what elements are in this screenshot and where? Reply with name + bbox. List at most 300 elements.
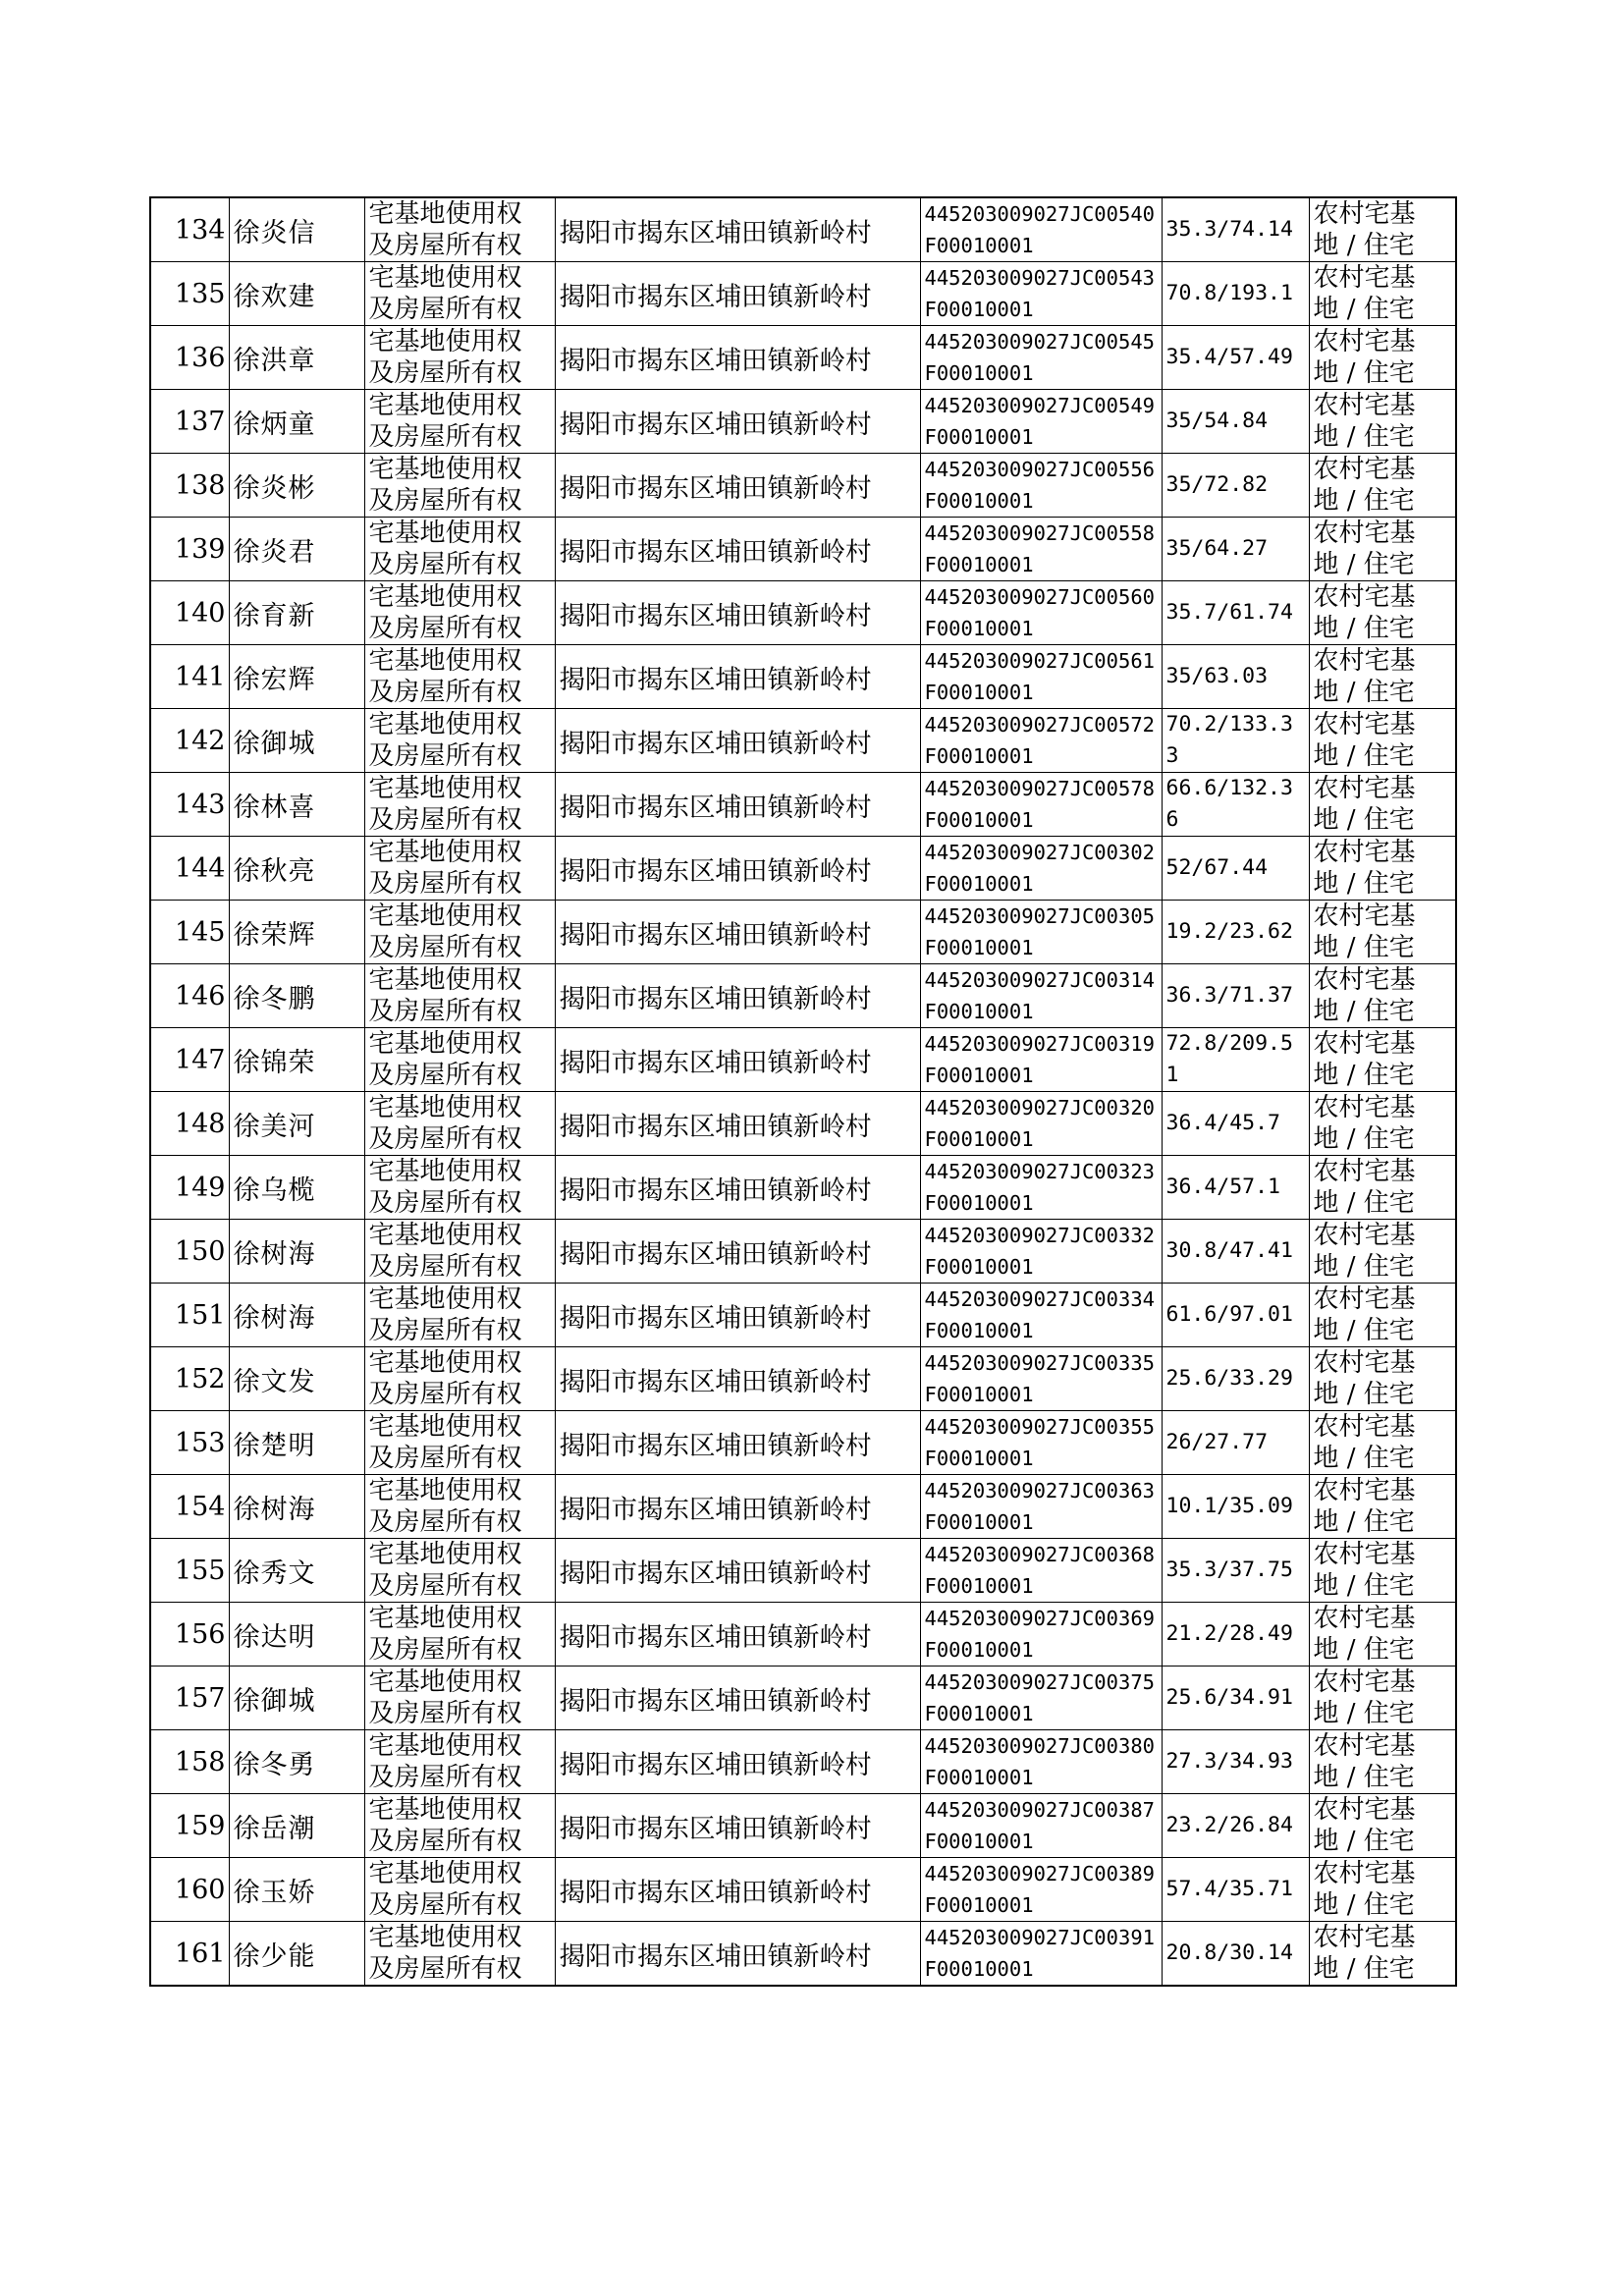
land-use-cell (1309, 901, 1456, 964)
land-use-line-1: 农村宅基 (1313, 1923, 1416, 1952)
right-type-line-2: 及房屋所有权 (368, 1380, 522, 1409)
right-type-line-1: 宅基地使用权 (368, 391, 522, 420)
land-use-line-1: 农村宅基 (1313, 838, 1416, 867)
right-type-line-2: 及房屋所有权 (368, 1507, 522, 1537)
right-type-line-2: 及房屋所有权 (368, 1444, 522, 1473)
right-type-line-1: 宅基地使用权 (368, 199, 522, 229)
address: 揭阳市揭东区埔田镇新岭村 (559, 1366, 872, 1397)
land-use-line-2: 地 / 住宅 (1313, 1890, 1415, 1920)
right-type-cell (364, 1284, 555, 1347)
address: 揭阳市揭东区埔田镇新岭村 (559, 1111, 872, 1142)
address: 揭阳市揭东区埔田镇新岭村 (559, 1557, 872, 1589)
unit-code-cell (920, 1922, 1162, 1987)
holder-name-cell (229, 645, 364, 709)
land-use-cell (1309, 1092, 1456, 1156)
holder-name-cell (229, 1411, 364, 1475)
area-cell (1162, 1028, 1309, 1092)
address: 揭阳市揭东区埔田镇新岭村 (559, 1494, 872, 1525)
right-type-line-2: 及房屋所有权 (368, 1252, 522, 1282)
land-use-line-2: 地 / 住宅 (1313, 997, 1415, 1026)
unit-code: 445203009027JC00572F00010001 (924, 713, 1155, 768)
right-type-line-2: 及房屋所有权 (368, 1699, 522, 1728)
row-number-cell (150, 518, 229, 581)
area-cell (1162, 709, 1309, 773)
unit-code-cell (920, 1284, 1162, 1347)
area: 35/54.84 (1165, 409, 1269, 433)
holder-name: 徐洪章 (233, 345, 316, 376)
row-number-cell (150, 326, 229, 390)
holder-name: 徐育新 (233, 600, 316, 631)
row-number: 144 (174, 852, 226, 884)
holder-name-cell (229, 964, 364, 1028)
land-use-line-2: 地 / 住宅 (1313, 1316, 1415, 1345)
area: 30.8/47.41 (1165, 1238, 1293, 1263)
land-use-line-1: 农村宅基 (1313, 327, 1416, 356)
land-use-cell (1309, 1475, 1456, 1539)
address-cell (555, 1475, 920, 1539)
address-cell (555, 1028, 920, 1092)
holder-name: 徐文发 (233, 1366, 316, 1397)
unit-code-cell (920, 262, 1162, 326)
unit-code: 445203009027JC00387F00010001 (924, 1798, 1155, 1853)
row-number-cell (150, 1284, 229, 1347)
area: 19.2/23.62 (1165, 919, 1293, 944)
holder-name: 徐冬鹏 (233, 983, 316, 1014)
area: 35.4/57.49 (1165, 345, 1293, 369)
row-number: 150 (174, 1235, 226, 1267)
row-number: 161 (174, 1938, 226, 1969)
area-cell (1162, 1284, 1309, 1347)
right-type-line-1: 宅基地使用权 (368, 646, 522, 676)
unit-code: 445203009027JC00391F00010001 (924, 1926, 1155, 1981)
holder-name: 徐宏辉 (233, 664, 316, 695)
area-cell (1162, 1156, 1309, 1220)
right-type-line-2: 及房屋所有权 (368, 1188, 522, 1218)
land-use-line-2: 地 / 住宅 (1313, 1635, 1415, 1665)
land-use-cell (1309, 1156, 1456, 1220)
address: 揭阳市揭东区埔田镇新岭村 (559, 664, 872, 695)
row-number: 143 (174, 789, 226, 820)
table-row (150, 901, 1456, 964)
holder-name-cell (229, 1347, 364, 1411)
right-type-line-2: 及房屋所有权 (368, 550, 522, 579)
land-use-line-1: 农村宅基 (1313, 1604, 1416, 1633)
unit-code-cell (920, 581, 1162, 645)
unit-code-cell (920, 1539, 1162, 1603)
land-use-line-2: 地 / 住宅 (1313, 1827, 1415, 1856)
land-use-line-1: 农村宅基 (1313, 1476, 1416, 1505)
row-number: 153 (174, 1427, 226, 1458)
table-row (150, 1475, 1456, 1539)
land-use-line-2: 地 / 住宅 (1313, 614, 1415, 643)
row-number: 159 (174, 1810, 226, 1841)
right-type-line-1: 宅基地使用权 (368, 263, 522, 293)
right-type-line-2: 及房屋所有权 (368, 933, 522, 962)
row-number: 152 (174, 1363, 226, 1394)
unit-code: 445203009027JC00355F00010001 (924, 1415, 1155, 1470)
right-type-line-2: 及房屋所有权 (368, 1635, 522, 1665)
holder-name-cell (229, 1858, 364, 1922)
address-cell (555, 262, 920, 326)
land-use-cell (1309, 1922, 1456, 1987)
row-number: 141 (174, 661, 226, 692)
area: 35.3/37.75 (1165, 1557, 1293, 1582)
land-use-line-1: 农村宅基 (1313, 263, 1416, 293)
row-number-cell (150, 1603, 229, 1667)
row-number: 135 (174, 278, 226, 309)
row-number-cell (150, 1794, 229, 1858)
right-type-cell (364, 837, 555, 901)
address: 揭阳市揭东区埔田镇新岭村 (559, 1238, 872, 1270)
address: 揭阳市揭东区埔田镇新岭村 (559, 983, 872, 1014)
holder-name-cell (229, 1922, 364, 1987)
table-row (150, 645, 1456, 709)
holder-name-cell (229, 1284, 364, 1347)
land-use-line-2: 地 / 住宅 (1313, 741, 1415, 771)
address-cell (555, 1858, 920, 1922)
row-number: 138 (174, 469, 226, 501)
land-use-cell (1309, 581, 1456, 645)
unit-code-cell (920, 1858, 1162, 1922)
row-number-cell (150, 454, 229, 518)
row-number-cell (150, 1858, 229, 1922)
holder-name: 徐达明 (233, 1621, 316, 1653)
unit-code: 445203009027JC00375F00010001 (924, 1670, 1155, 1725)
right-type-cell (364, 454, 555, 518)
area-cell (1162, 645, 1309, 709)
right-type-cell (364, 901, 555, 964)
unit-code: 445203009027JC00545F00010001 (924, 330, 1155, 385)
right-type-cell (364, 581, 555, 645)
right-type-cell (364, 645, 555, 709)
area-cell (1162, 1603, 1309, 1667)
row-number: 140 (174, 597, 226, 628)
holder-name: 徐树海 (233, 1302, 316, 1334)
land-use-cell (1309, 773, 1456, 837)
row-number-cell (150, 1028, 229, 1092)
row-number: 160 (174, 1874, 226, 1905)
holder-name: 徐炎君 (233, 536, 316, 568)
right-type-line-1: 宅基地使用权 (368, 1923, 522, 1952)
holder-name-cell (229, 390, 364, 454)
area-cell (1162, 454, 1309, 518)
unit-code: 445203009027JC00561F00010001 (924, 649, 1155, 704)
row-number-cell (150, 1347, 229, 1411)
table-row (150, 1156, 1456, 1220)
unit-code: 445203009027JC00389F00010001 (924, 1862, 1155, 1917)
row-number: 158 (174, 1746, 226, 1777)
right-type-cell (364, 197, 555, 262)
land-use-line-1: 农村宅基 (1313, 391, 1416, 420)
row-number-cell (150, 262, 229, 326)
table-row (150, 1347, 1456, 1411)
holder-name-cell (229, 1539, 364, 1603)
table-row (150, 1667, 1456, 1730)
row-number-cell (150, 901, 229, 964)
right-type-line-1: 宅基地使用权 (368, 838, 522, 867)
address-cell (555, 645, 920, 709)
land-use-line-2: 地 / 住宅 (1313, 422, 1415, 452)
land-use-line-2: 地 / 住宅 (1313, 1124, 1415, 1154)
address: 揭阳市揭东区埔田镇新岭村 (559, 1302, 872, 1334)
row-number: 154 (174, 1491, 226, 1522)
address-cell (555, 390, 920, 454)
right-type-line-2: 及房屋所有权 (368, 295, 522, 324)
area-cell (1162, 518, 1309, 581)
holder-name: 徐树海 (233, 1238, 316, 1270)
holder-name-cell (229, 262, 364, 326)
address: 揭阳市揭东区埔田镇新岭村 (559, 792, 872, 823)
address-cell (555, 1730, 920, 1794)
address: 揭阳市揭东区埔田镇新岭村 (559, 1621, 872, 1653)
land-use-line-1: 农村宅基 (1313, 1029, 1416, 1059)
holder-name-cell (229, 1667, 364, 1730)
table-row (150, 581, 1456, 645)
table-row (150, 518, 1456, 581)
area: 66.6/132.36 (1165, 776, 1293, 832)
area: 10.1/35.09 (1165, 1494, 1293, 1518)
holder-name-cell (229, 1028, 364, 1092)
address-cell (555, 581, 920, 645)
land-use-line-1: 农村宅基 (1313, 1284, 1416, 1314)
row-number: 134 (174, 214, 226, 246)
holder-name-cell (229, 1730, 364, 1794)
area-cell (1162, 773, 1309, 837)
unit-code: 445203009027JC00558F00010001 (924, 521, 1155, 576)
holder-name: 徐楚明 (233, 1430, 316, 1461)
row-number: 136 (174, 342, 226, 373)
unit-code: 445203009027JC00549F00010001 (924, 394, 1155, 449)
holder-name-cell (229, 1794, 364, 1858)
unit-code-cell (920, 964, 1162, 1028)
unit-code: 445203009027JC00556F00010001 (924, 458, 1155, 513)
land-use-line-2: 地 / 住宅 (1313, 358, 1415, 388)
holder-name: 徐玉娇 (233, 1877, 316, 1908)
address: 揭阳市揭东区埔田镇新岭村 (559, 1175, 872, 1206)
area: 23.2/26.84 (1165, 1813, 1293, 1837)
unit-code: 445203009027JC00543F00010001 (924, 266, 1155, 321)
land-use-line-1: 农村宅基 (1313, 1412, 1416, 1442)
right-type-line-2: 及房屋所有权 (368, 741, 522, 771)
table-row (150, 326, 1456, 390)
right-type-cell (364, 262, 555, 326)
row-number: 147 (174, 1044, 226, 1075)
area-cell (1162, 197, 1309, 262)
address-cell (555, 197, 920, 262)
land-use-cell (1309, 1858, 1456, 1922)
row-number-cell (150, 1411, 229, 1475)
address: 揭阳市揭东区埔田镇新岭村 (559, 600, 872, 631)
right-type-line-2: 及房屋所有权 (368, 678, 522, 707)
unit-code-cell (920, 197, 1162, 262)
row-number-cell (150, 645, 229, 709)
unit-code: 445203009027JC00335F00010001 (924, 1351, 1155, 1406)
right-type-line-2: 及房屋所有权 (368, 1061, 522, 1090)
land-use-line-1: 农村宅基 (1313, 1348, 1416, 1378)
row-number-cell (150, 581, 229, 645)
holder-name-cell (229, 518, 364, 581)
row-number: 142 (174, 725, 226, 756)
holder-name: 徐岳潮 (233, 1813, 316, 1844)
holder-name: 徐炎信 (233, 217, 316, 248)
land-use-line-1: 农村宅基 (1313, 1093, 1416, 1122)
address: 揭阳市揭东区埔田镇新岭村 (559, 1749, 872, 1780)
area: 20.8/30.14 (1165, 1940, 1293, 1965)
holder-name: 徐御城 (233, 728, 316, 759)
right-type-line-1: 宅基地使用权 (368, 327, 522, 356)
address: 揭阳市揭东区埔田镇新岭村 (559, 1813, 872, 1844)
address: 揭阳市揭东区埔田镇新岭村 (559, 1877, 872, 1908)
land-use-cell (1309, 1539, 1456, 1603)
unit-code-cell (920, 326, 1162, 390)
land-use-line-1: 农村宅基 (1313, 646, 1416, 676)
area-cell (1162, 1475, 1309, 1539)
right-type-line-1: 宅基地使用权 (368, 1093, 522, 1122)
right-type-line-1: 宅基地使用权 (368, 1731, 522, 1761)
row-number-cell (150, 390, 229, 454)
land-use-line-1: 农村宅基 (1313, 199, 1416, 229)
right-type-line-1: 宅基地使用权 (368, 1476, 522, 1505)
table-row (150, 1730, 1456, 1794)
address: 揭阳市揭东区埔田镇新岭村 (559, 409, 872, 440)
unit-code-cell (920, 1667, 1162, 1730)
land-use-line-2: 地 / 住宅 (1313, 486, 1415, 516)
table-row (150, 1858, 1456, 1922)
row-number-cell (150, 1922, 229, 1987)
holder-name: 徐美河 (233, 1111, 316, 1142)
area: 70.2/133.33 (1165, 712, 1293, 768)
land-use-line-2: 地 / 住宅 (1313, 1699, 1415, 1728)
address-cell (555, 1794, 920, 1858)
table-row (150, 1284, 1456, 1347)
table-row (150, 709, 1456, 773)
area: 57.4/35.71 (1165, 1877, 1293, 1901)
area: 52/67.44 (1165, 855, 1269, 880)
land-use-line-1: 农村宅基 (1313, 1157, 1416, 1186)
unit-code-cell (920, 1092, 1162, 1156)
property-register-table (149, 196, 1457, 1987)
right-type-line-2: 及房屋所有权 (368, 1124, 522, 1154)
area-cell (1162, 1730, 1309, 1794)
right-type-line-1: 宅基地使用权 (368, 774, 522, 803)
address: 揭阳市揭东区埔田镇新岭村 (559, 1430, 872, 1461)
address-cell (555, 1156, 920, 1220)
area: 25.6/33.29 (1165, 1366, 1293, 1391)
land-use-line-1: 农村宅基 (1313, 902, 1416, 931)
table-row (150, 1028, 1456, 1092)
unit-code: 445203009027JC00305F00010001 (924, 904, 1155, 959)
table-row (150, 837, 1456, 901)
land-use-line-1: 农村宅基 (1313, 965, 1416, 995)
right-type-line-2: 及房屋所有权 (368, 1763, 522, 1792)
row-number-cell (150, 964, 229, 1028)
land-use-cell (1309, 1220, 1456, 1284)
address-cell (555, 901, 920, 964)
area: 25.6/34.91 (1165, 1685, 1293, 1710)
unit-code: 445203009027JC00540F00010001 (924, 202, 1155, 257)
unit-code-cell (920, 1475, 1162, 1539)
right-type-line-1: 宅基地使用权 (368, 1859, 522, 1888)
table-row (150, 964, 1456, 1028)
address: 揭阳市揭东区埔田镇新岭村 (559, 1047, 872, 1078)
unit-code: 445203009027JC00319F00010001 (924, 1032, 1155, 1087)
unit-code-cell (920, 1794, 1162, 1858)
area: 35.7/61.74 (1165, 600, 1293, 625)
right-type-line-2: 及房屋所有权 (368, 1890, 522, 1920)
land-use-cell (1309, 454, 1456, 518)
unit-code-cell (920, 1156, 1162, 1220)
area: 61.6/97.01 (1165, 1302, 1293, 1327)
unit-code: 445203009027JC00369F00010001 (924, 1607, 1155, 1662)
holder-name: 徐秋亮 (233, 855, 316, 887)
unit-code: 445203009027JC00302F00010001 (924, 841, 1155, 896)
unit-code-cell (920, 1411, 1162, 1475)
holder-name-cell (229, 709, 364, 773)
land-use-cell (1309, 964, 1456, 1028)
land-use-line-2: 地 / 住宅 (1313, 1061, 1415, 1090)
land-use-cell (1309, 837, 1456, 901)
land-use-line-2: 地 / 住宅 (1313, 1507, 1415, 1537)
table-row (150, 1411, 1456, 1475)
holder-name-cell (229, 1475, 364, 1539)
row-number-cell (150, 1092, 229, 1156)
address-cell (555, 1603, 920, 1667)
right-type-line-2: 及房屋所有权 (368, 1571, 522, 1601)
address-cell (555, 709, 920, 773)
land-use-cell (1309, 1347, 1456, 1411)
right-type-line-1: 宅基地使用权 (368, 1412, 522, 1442)
land-use-line-2: 地 / 住宅 (1313, 295, 1415, 324)
area: 27.3/34.93 (1165, 1749, 1293, 1774)
right-type-cell (364, 964, 555, 1028)
right-type-line-2: 及房屋所有权 (368, 1316, 522, 1345)
unit-code-cell (920, 709, 1162, 773)
land-use-cell (1309, 645, 1456, 709)
table-row (150, 197, 1456, 262)
table-row (150, 1922, 1456, 1987)
right-type-line-1: 宅基地使用权 (368, 1604, 522, 1633)
address-cell (555, 773, 920, 837)
land-use-line-1: 农村宅基 (1313, 1221, 1416, 1250)
right-type-line-1: 宅基地使用权 (368, 1540, 522, 1569)
row-number-cell (150, 1220, 229, 1284)
holder-name: 徐荣辉 (233, 919, 316, 951)
row-number: 155 (174, 1555, 226, 1586)
unit-code-cell (920, 1028, 1162, 1092)
unit-code: 445203009027JC00320F00010001 (924, 1096, 1155, 1151)
right-type-line-2: 及房屋所有权 (368, 231, 522, 260)
right-type-cell (364, 1347, 555, 1411)
row-number-cell (150, 1730, 229, 1794)
right-type-line-1: 宅基地使用权 (368, 1795, 522, 1825)
land-use-line-2: 地 / 住宅 (1313, 869, 1415, 899)
right-type-line-2: 及房屋所有权 (368, 1827, 522, 1856)
land-use-line-2: 地 / 住宅 (1313, 678, 1415, 707)
table-row (150, 454, 1456, 518)
address: 揭阳市揭东区埔田镇新岭村 (559, 919, 872, 951)
row-number: 145 (174, 916, 226, 948)
area-cell (1162, 1539, 1309, 1603)
land-use-cell (1309, 1730, 1456, 1794)
area: 36.4/57.1 (1165, 1175, 1280, 1199)
unit-code-cell (920, 837, 1162, 901)
unit-code-cell (920, 454, 1162, 518)
holder-name-cell (229, 454, 364, 518)
row-number: 157 (174, 1682, 226, 1714)
row-number: 137 (174, 406, 226, 437)
holder-name-cell (229, 901, 364, 964)
land-use-line-2: 地 / 住宅 (1313, 1763, 1415, 1792)
